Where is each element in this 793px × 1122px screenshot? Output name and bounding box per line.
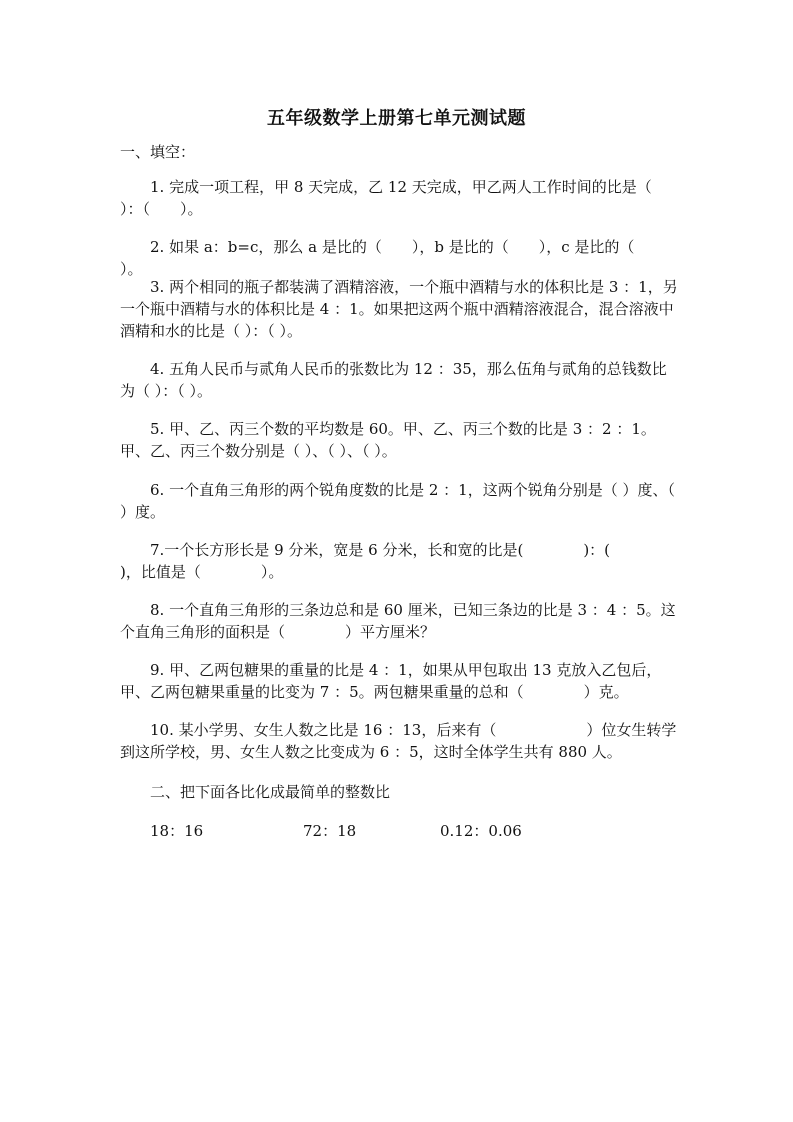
page-title: 五年级数学上册第七单元测试题: [267, 108, 526, 129]
section-heading-fill-in: 一、填空：: [120, 143, 196, 161]
section-heading-simplify: 二、把下面各比化成最简单的整数比: [150, 783, 391, 801]
question-7: 7.一个长方形长是 9 分米，宽是 6 分米，长和宽的比是( )：( )，比值是（ ）。: [120, 541, 671, 581]
question-10: 10. 某小学男、女生人数之比是 16 ：13，后来有（ ）位女生转学到这所学校，男、女生人数之比变成为 6 ：5，这时全体学生共有 880 人。: [120, 721, 677, 761]
question-1: 1. 完成一项工程，甲 8 天完成，乙 12 天完成，甲乙两人工作时间的比是（ ）：（ ）。: [120, 178, 682, 218]
question-4: 4. 五角人民币与贰角人民币的张数比为 12 ：35，那么伍角与贰角的总钱数比为（ ）：（ ）。: [120, 360, 667, 400]
ratio-item: 72：18: [303, 822, 357, 840]
question-5: 5. 甲、乙、丙三个数的平均数是 60。甲、乙、丙三个数的比是 3 ：2 ：1。甲、乙、丙三个数分别是（ ）、（ ）、（ ）。: [120, 420, 656, 460]
ratio-item: 18：16: [150, 822, 204, 840]
question-9: 9. 甲、乙两包糖果的重量的比是 4 ：1，如果从甲包取出 13 克放入乙包后，甲、乙两包糖果重量的比变为 7 ：5。两包糖果重量的总和（ ）克。: [120, 661, 662, 701]
question-6: 6. 一个直角三角形的两个锐角度数的比是 2 ：1，这两个锐角分别是（ ）度、（ ）度。: [120, 481, 675, 521]
ratio-item: 0.12：0.06: [440, 822, 522, 840]
question-8: 8. 一个直角三角形的三条边总和是 60 厘米，已知三条边的比是 3 ：4 ：5。这个直角三角形的面积是（ ）平方厘米？: [120, 601, 676, 641]
ratio-list: [150, 820, 650, 842]
question-3: 3. 两个相同的瓶子都装满了酒精溶液，一个瓶中酒精与水的体积比是 3 ：1，另一个瓶中酒精与水的体积比是 4 ：1。如果把这两个瓶中酒精溶液混合，混合溶液中酒精和水的比是（ ）：（ ）。: [120, 278, 678, 340]
question-2: 2. 如果 a：b=c，那么 a 是比的（ ），b 是比的（ ），c 是比的（ ）。: [120, 238, 665, 278]
